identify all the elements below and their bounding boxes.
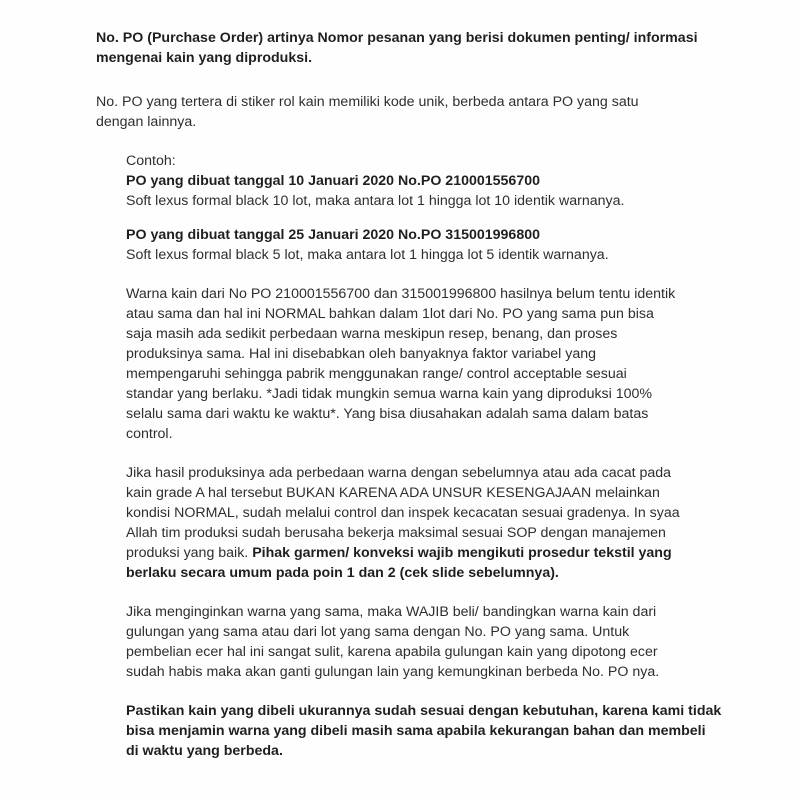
defect-line-normal-part: produksi yang baik. [126,545,253,561]
defect-line: Jika hasil produksinya ada perbedaan warna dengan sebelumnya atau ada cacat pada [126,465,672,481]
unique-line: dengan lainnya. [96,114,197,130]
intro-line: mengenai kain yang diproduksi. [96,50,313,66]
defect-line: kain grade A hal tersebut BUKAN KARENA ADA UNSUR KESENGAJAAN melainkan [126,485,660,501]
indented-section [126,151,780,761]
color-line: produksinya sama. Hal ini disebabkan oleh banyaknya faktor variabel yang [126,346,597,362]
defect-line-mixed [126,543,780,563]
color-variation-paragraph [126,284,780,444]
color-line: standar yang berlaku. *Jadi tidak mungkin semua warna kain yang diproduksi 100% [126,386,653,402]
same-color-line: pembelian ecer hal ini sangat sulit, karena apabila gulungan kain yang dipotong ecer [126,644,658,660]
color-line: atau sama dan hal ini NORMAL bahkan dalam 1lot dari No. PO yang sama pun bisa [126,306,654,322]
color-line: control. [126,426,173,442]
example-label: Contoh: [126,153,176,169]
intro-paragraph [96,28,780,68]
example-block-1 [126,151,780,211]
final-line: di waktu yang berbeda. [126,743,283,759]
same-color-line: Jika menginginkan warna yang sama, maka WAJIB beli/ bandingkan warna kain dari [126,604,657,620]
example-block-2 [126,225,780,265]
color-line: selalu sama dari waktu ke waktu*. Yang bisa diusahakan adalah sama dalam batas [126,406,649,422]
same-color-line: sudah habis maka akan ganti gulungan lain yang kemungkinan berbeda No. PO nya. [126,664,660,680]
po2-title: PO yang dibuat tanggal 25 Januari 2020 No.PO 315001996800 [126,227,540,243]
final-warning-paragraph [126,701,780,761]
po1-title: PO yang dibuat tanggal 10 Januari 2020 No.PO 210001556700 [126,173,540,189]
defect-paragraph [126,463,780,583]
defect-line-bold: berlaku secara umum pada poin 1 dan 2 (cek slide sebelumnya). [126,565,559,581]
final-line: Pastikan kain yang dibeli ukurannya sudah sesuai dengan kebutuhan, karena kami tidak [126,703,722,719]
defect-line: kondisi NORMAL, sudah melalui control dan inspek kecacatan sesuai gradenya. In syaa [126,505,680,521]
intro-line: No. PO (Purchase Order) artinya Nomor pesanan yang berisi dokumen penting/ informasi [96,30,698,46]
defect-line: Allah tim produksi sudah berusaha bekerja maksimal sesuai SOP dengan manajemen [126,525,666,541]
color-line: saja masih ada sedikit perbedaan warna meskipun resep, benang, dan proses [126,326,618,342]
final-line: bisa menjamin warna yang dibeli masih sama apabila kekurangan bahan dan membeli [126,723,706,739]
unique-code-paragraph [96,92,780,132]
defect-line-bold-part: Pihak garmen/ konveksi wajib mengikuti prosedur tekstil yang [252,545,672,561]
same-color-line: gulungan yang sama atau dari lot yang sama dengan No. PO yang sama. Untuk [126,624,630,640]
po2-description: Soft lexus formal black 5 lot, maka antara lot 1 hingga lot 5 identik warnanya. [126,247,609,263]
same-color-paragraph [126,602,780,682]
color-line: mempengaruhi sehingga pabrik menggunakan range/ control acceptable sesuai [126,366,627,382]
unique-line: No. PO yang tertera di stiker rol kain memiliki kode unik, berbeda antara PO yang satu [96,94,639,110]
po1-description: Soft lexus formal black 10 lot, maka antara lot 1 hingga lot 10 identik warnanya. [126,193,625,209]
color-line: Warna kain dari No PO 210001556700 dan 315001996800 hasilnya belum tentu identik [126,286,676,302]
